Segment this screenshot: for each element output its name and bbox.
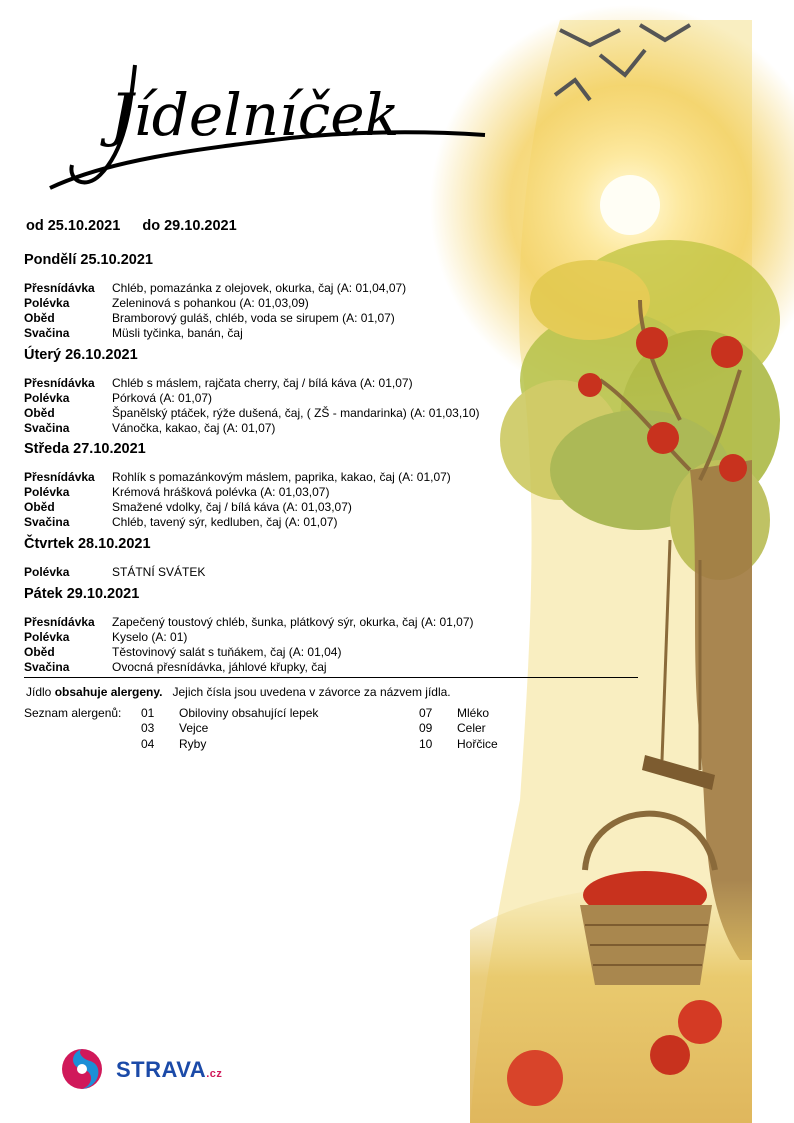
allergen-name: Ryby	[179, 737, 207, 751]
logo-suffix: .cz	[206, 1068, 223, 1080]
meal-desc: Chléb s máslem, rajčata cherry, čaj / bílá káva (A: 01,07)	[112, 376, 413, 390]
allergen-name: Mléko	[457, 706, 490, 720]
date-range	[26, 218, 255, 234]
strava-logo-icon	[60, 1043, 110, 1095]
meal-type: Svačina	[24, 660, 70, 674]
meal-type: Svačina	[24, 515, 70, 529]
day-section	[24, 441, 451, 529]
meal-type: Polévka	[24, 565, 70, 579]
meal-desc: Ovocná přesnídávka, jáhlové křupky, čaj	[112, 660, 327, 674]
meal-type: Svačina	[24, 326, 70, 340]
allergen-code: 10	[419, 737, 433, 751]
meal-desc: Kyselo (A: 01)	[112, 630, 188, 644]
meal-type: Přesnídávka	[24, 615, 95, 629]
allergen-code: 07	[419, 706, 433, 720]
meal-desc: Chléb, pomazánka z olejovek, okurka, čaj (A: 01,04,07)	[112, 281, 407, 295]
meal-type: Svačina	[24, 421, 70, 435]
day-title: Pátek 29.10.2021	[24, 586, 140, 602]
meal-desc: Zapečený toustový chléb, šunka, plátkový sýr, okurka, čaj (A: 01,07)	[112, 615, 474, 629]
logo-text	[116, 1057, 222, 1083]
meal-desc: Zeleninová s pohankou (A: 01,03,09)	[112, 296, 309, 310]
meal-desc: Bramborový guláš, chléb, voda se sirupem (A: 01,07)	[112, 311, 395, 325]
day-title: Středa 27.10.2021	[24, 441, 146, 457]
meal-desc: Müsli tyčinka, banán, čaj	[112, 326, 243, 340]
date-from: od 25.10.2021	[26, 218, 121, 234]
allergen-code: 09	[419, 721, 433, 735]
meal-desc: Krémová hrášková polévka (A: 01,03,07)	[112, 485, 330, 499]
meal-type: Polévka	[24, 485, 70, 499]
allergen-name: Vejce	[179, 721, 209, 735]
meal-desc: Španělský ptáček, rýže dušená, čaj, ( ZŠ - mandarinka) (A: 01,03,10)	[112, 406, 480, 420]
allergen-name: Hořčice	[457, 737, 498, 751]
allergen-code: 03	[141, 721, 155, 735]
allergen-code: 04	[141, 737, 155, 751]
day-title: Úterý 26.10.2021	[24, 347, 138, 363]
meal-type: Přesnídávka	[24, 470, 95, 484]
meal-type: Přesnídávka	[24, 281, 95, 295]
meal-type: Oběd	[24, 311, 55, 325]
strava-logo	[60, 1043, 240, 1095]
meal-desc: STÁTNÍ SVÁTEK	[112, 565, 206, 579]
allergen-name: Celer	[457, 721, 486, 735]
meal-desc: Rohlík s pomazánkovým máslem, paprika, kakao, čaj (A: 01,07)	[112, 470, 451, 484]
allergen-note-suffix: Jejich čísla jsou uvedena v závorce za názvem jídla.	[162, 685, 451, 699]
day-section	[24, 536, 206, 579]
meal-desc: Chléb, tavený sýr, kedluben, čaj (A: 01,07)	[112, 515, 338, 529]
logo-name: STRAVA	[116, 1057, 207, 1082]
day-section	[24, 586, 474, 674]
meal-type: Polévka	[24, 296, 70, 310]
allergen-name: Obiloviny obsahující lepek	[179, 706, 319, 720]
meal-desc: Vánočka, kakao, čaj (A: 01,07)	[112, 421, 276, 435]
allergen-note-bold: obsahuje alergeny.	[54, 685, 163, 699]
meal-type: Polévka	[24, 630, 70, 644]
meal-desc: Těstovinový salát s tuňákem, čaj (A: 01,04)	[112, 645, 342, 659]
page-title: Jídelníček	[110, 81, 400, 149]
meal-type: Oběd	[24, 500, 55, 514]
meal-type: Polévka	[24, 391, 70, 405]
allergen-note	[26, 685, 451, 699]
day-title: Čtvrtek 28.10.2021	[24, 536, 151, 552]
day-title: Pondělí 25.10.2021	[24, 252, 153, 268]
allergen-note-prefix: Jídlo	[26, 685, 55, 699]
day-section	[24, 347, 480, 435]
meal-desc: Pórková (A: 01,07)	[112, 391, 213, 405]
title-script	[40, 40, 500, 205]
allergen-list-label: Seznam alergenů:	[24, 706, 122, 720]
meal-type: Oběd	[24, 645, 55, 659]
meal-desc: Smažené vdolky, čaj / bílá káva (A: 01,03,07)	[112, 500, 352, 514]
meal-type: Přesnídávka	[24, 376, 95, 390]
day-section	[24, 252, 407, 340]
allergen-code: 01	[141, 706, 155, 720]
divider	[24, 677, 638, 678]
date-to: do 29.10.2021	[142, 218, 237, 234]
meal-type: Oběd	[24, 406, 55, 420]
